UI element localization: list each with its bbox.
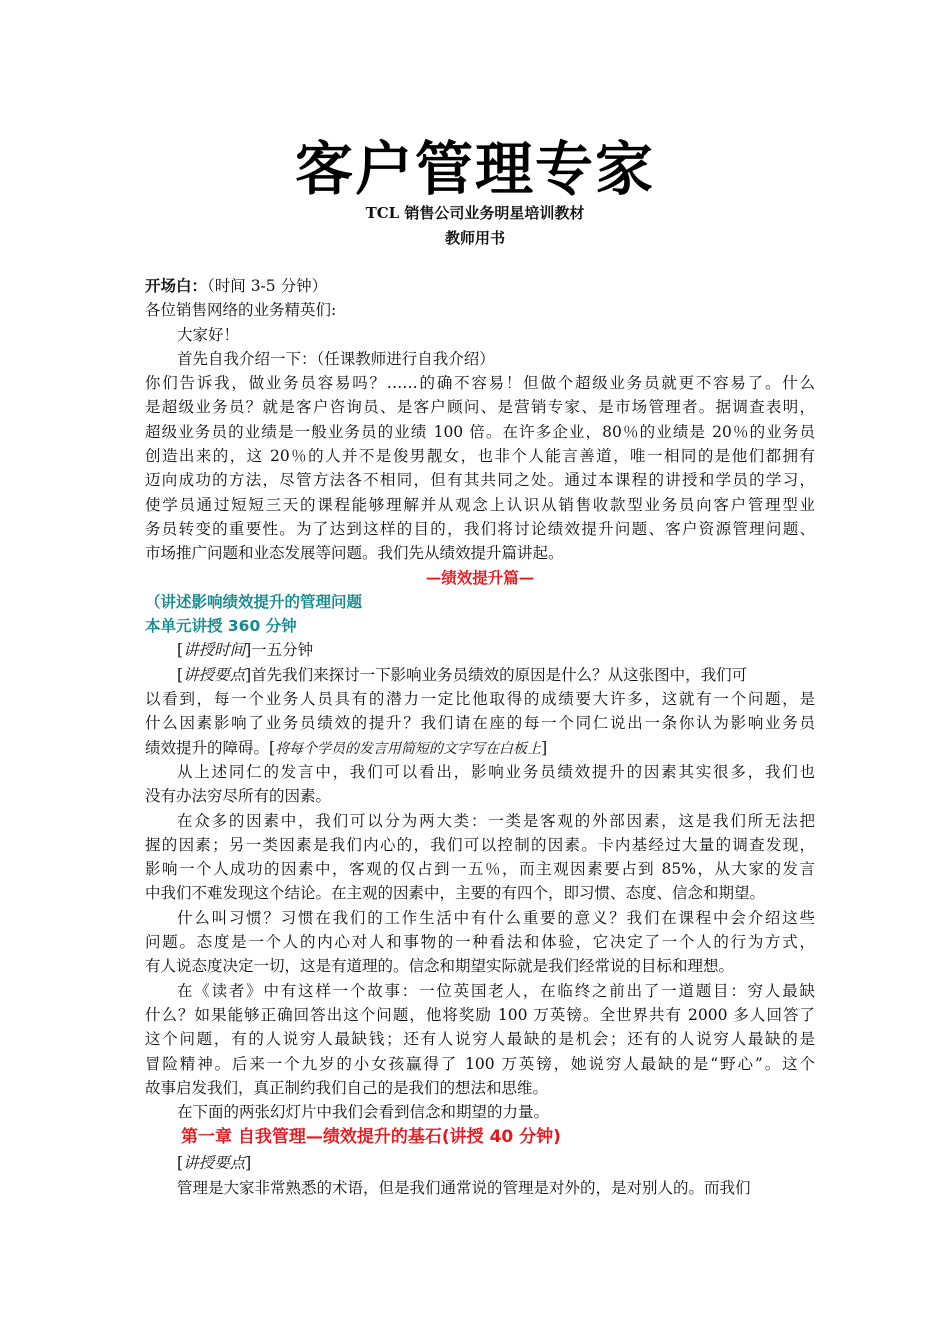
chapter-paragraph-1: 管理是大家非常熟悉的术语，但是我们通常说的管理是对外的，是对别人的。而我们 — [177, 1178, 751, 1197]
paragraph-line: 握的因素；另一类因素是我们内心的，我们可以控制的因素。卡内基经过大量的调查发现， — [145, 835, 815, 854]
chapter-points-label: 讲授要点 — [183, 1154, 246, 1173]
lesson-paragraph-6: 在下面的两张幻灯片中我们会看到信念和期望的力量。 — [177, 1103, 550, 1122]
lesson-points-label: 讲授要点 — [183, 665, 246, 684]
chapter-heading: 第一章 自我管理—绩效提升的基石(讲授 40 分钟) — [181, 1127, 561, 1148]
paragraph-text: 首先我们来探讨一下影响业务员绩效的原因是什么？从这张图中，我们可 — [251, 665, 748, 684]
lesson-time-label: 讲授时间 — [183, 641, 246, 660]
section-heading: —绩效提升篇— — [425, 567, 535, 587]
paragraph-text: ] — [541, 738, 548, 757]
paragraph-line: 在众多的因素中，我们可以分为两大类：一类是客观的外部因素，这是我们所无法把 — [177, 811, 815, 830]
section-topic: （讲述影响绩效提升的管理问题 — [145, 592, 363, 611]
paragraph-line — [145, 736, 815, 760]
paragraph-line: 是超级业务员？就是客户咨询员、是客户顾问、是营销专家、是市场管理者。据调查表明， — [145, 398, 815, 417]
whiteboard-note: 将每个学员的发言用简短的文字写在白板上 — [275, 740, 542, 757]
lesson-paragraph-4 — [145, 906, 815, 979]
paragraph-line: 中我们不难发现这个结论。在主观的因素中，主要的有四个，即习惯、态度、信念和期望。 — [145, 884, 766, 903]
paragraph-line: 影响一个人成功的因素中，客观的仅占到一五％，而主观因素要占到 85%，从大家的发言 — [145, 860, 815, 879]
paragraph-line: 以看到，每一个业务人员具有的潜力一定比他取得的成绩要大许多，这就有一个问题，是 — [145, 690, 815, 709]
paragraph-line: 冒险精神。后来一个九岁的小女孩赢得了 100 万英镑，她说穷人最缺的是“野心”。这个 — [145, 1054, 815, 1073]
lesson-time-value: 一五分钟 — [251, 641, 314, 660]
paragraph-text: 绩效提升的障碍。[ — [145, 738, 276, 757]
paragraph-line: 务员转变的重要性。为了达到这样的目的，我们将讨论绩效提升问题、客户资源管理问题、 — [145, 519, 815, 538]
opening-paragraph — [145, 371, 815, 565]
greeting: 各位销售网络的业务精英们: — [145, 301, 337, 320]
paragraph-line: 超级业务员的业绩是一般业务员的业绩 100 倍。在许多企业，80％的业绩是 20％的业务员 — [145, 422, 815, 441]
lesson-paragraph-5 — [145, 979, 815, 1100]
hello: 大家好！ — [177, 325, 240, 344]
document-subtitle-teacher: 教师用书 — [444, 229, 505, 247]
chapter-points: [讲授要点] — [177, 1154, 252, 1173]
paragraph-line: [讲授要点]首先我们来探讨一下影响业务员绩效的原因是什么？从这张图中，我们可 — [177, 665, 748, 684]
paragraph-line: 使学员通过短短三天的课程能够理解并从观念上认识从销售收款型业务员向客户管理型业 — [145, 495, 815, 514]
unit-duration: 本单元讲授 360 分钟 — [145, 617, 297, 636]
self-intro: 首先自我介绍一下：（任课教师进行自我介绍） — [177, 349, 495, 368]
paragraph-line: 问题。态度是一个人的内心对人和事物的一种看法和体验，它决定了一个人的行为方式， — [145, 933, 815, 952]
document-title: 客户管理专家 — [294, 135, 655, 203]
paragraph-line: 在《读者》中有这样一个故事：一位英国老人，在临终之前出了一道题目：穷人最缺 — [177, 981, 815, 1000]
opening-time: （时间 3-5 分钟） — [207, 277, 328, 295]
lesson-paragraph-3 — [145, 809, 815, 906]
paragraph-line: 创造出来的，这 20％的人并不是俊男靓女，也非个人能言善道，唯一相同的是他们都拥有 — [145, 447, 815, 466]
document-subtitle: TCL 销售公司业务明星培训教材 — [365, 204, 585, 222]
lesson-paragraph-2 — [145, 760, 815, 809]
paragraph-line: 什么因素影响了业务员绩效的提升？我们请在座的每一个同仁说出一条你认为影响业务员 — [145, 714, 815, 733]
paragraph-line: 这个问题，有的人说穷人最缺钱；还有人说穷人最缺的是机会；还有的人说穷人最缺的是 — [145, 1030, 815, 1049]
paragraph-line: 故事启发我们，真正制约我们自己的是我们的想法和思维。 — [145, 1078, 549, 1097]
paragraph-line: 市场推广问题和业态发展等问题。我们先从绩效提升篇讲起。 — [145, 544, 564, 563]
paragraph-line: 从上述同仁的发言中，我们可以看出，影响业务员绩效提升的因素其实很多，我们也 — [177, 762, 815, 781]
opening-label: 开场白： — [145, 276, 208, 295]
opening-line — [145, 274, 815, 298]
document-body — [145, 274, 815, 1200]
paragraph-line: 什么叫习惯？习惯在我们的工作生活中有什么重要的意义？我们在课程中会介绍这些 — [177, 908, 815, 927]
paragraph-line: 迈向成功的方法，尽管方法各不相同，但有其共同之处。通过本课程的讲授和学员的学习， — [145, 471, 815, 490]
lesson-time: [讲授时间]一五分钟 — [177, 641, 314, 660]
paragraph-line: 有人说态度决定一切，这是有道理的。信念和期望实际就是我们经常说的目标和理想。 — [145, 957, 735, 976]
lesson-paragraph-1 — [145, 663, 815, 760]
paragraph-line: 什么？如果能够正确回答出这个问题，他将奖励 100 万英镑。全世界共有 2000 多人回答了 — [145, 1005, 815, 1024]
paragraph-line: 没有办法穷尽所有的因素。 — [145, 787, 332, 806]
paragraph-line: 你们告诉我，做业务员容易吗？……的确不容易！但做个超级业务员就更不容易了。什么 — [145, 374, 815, 393]
